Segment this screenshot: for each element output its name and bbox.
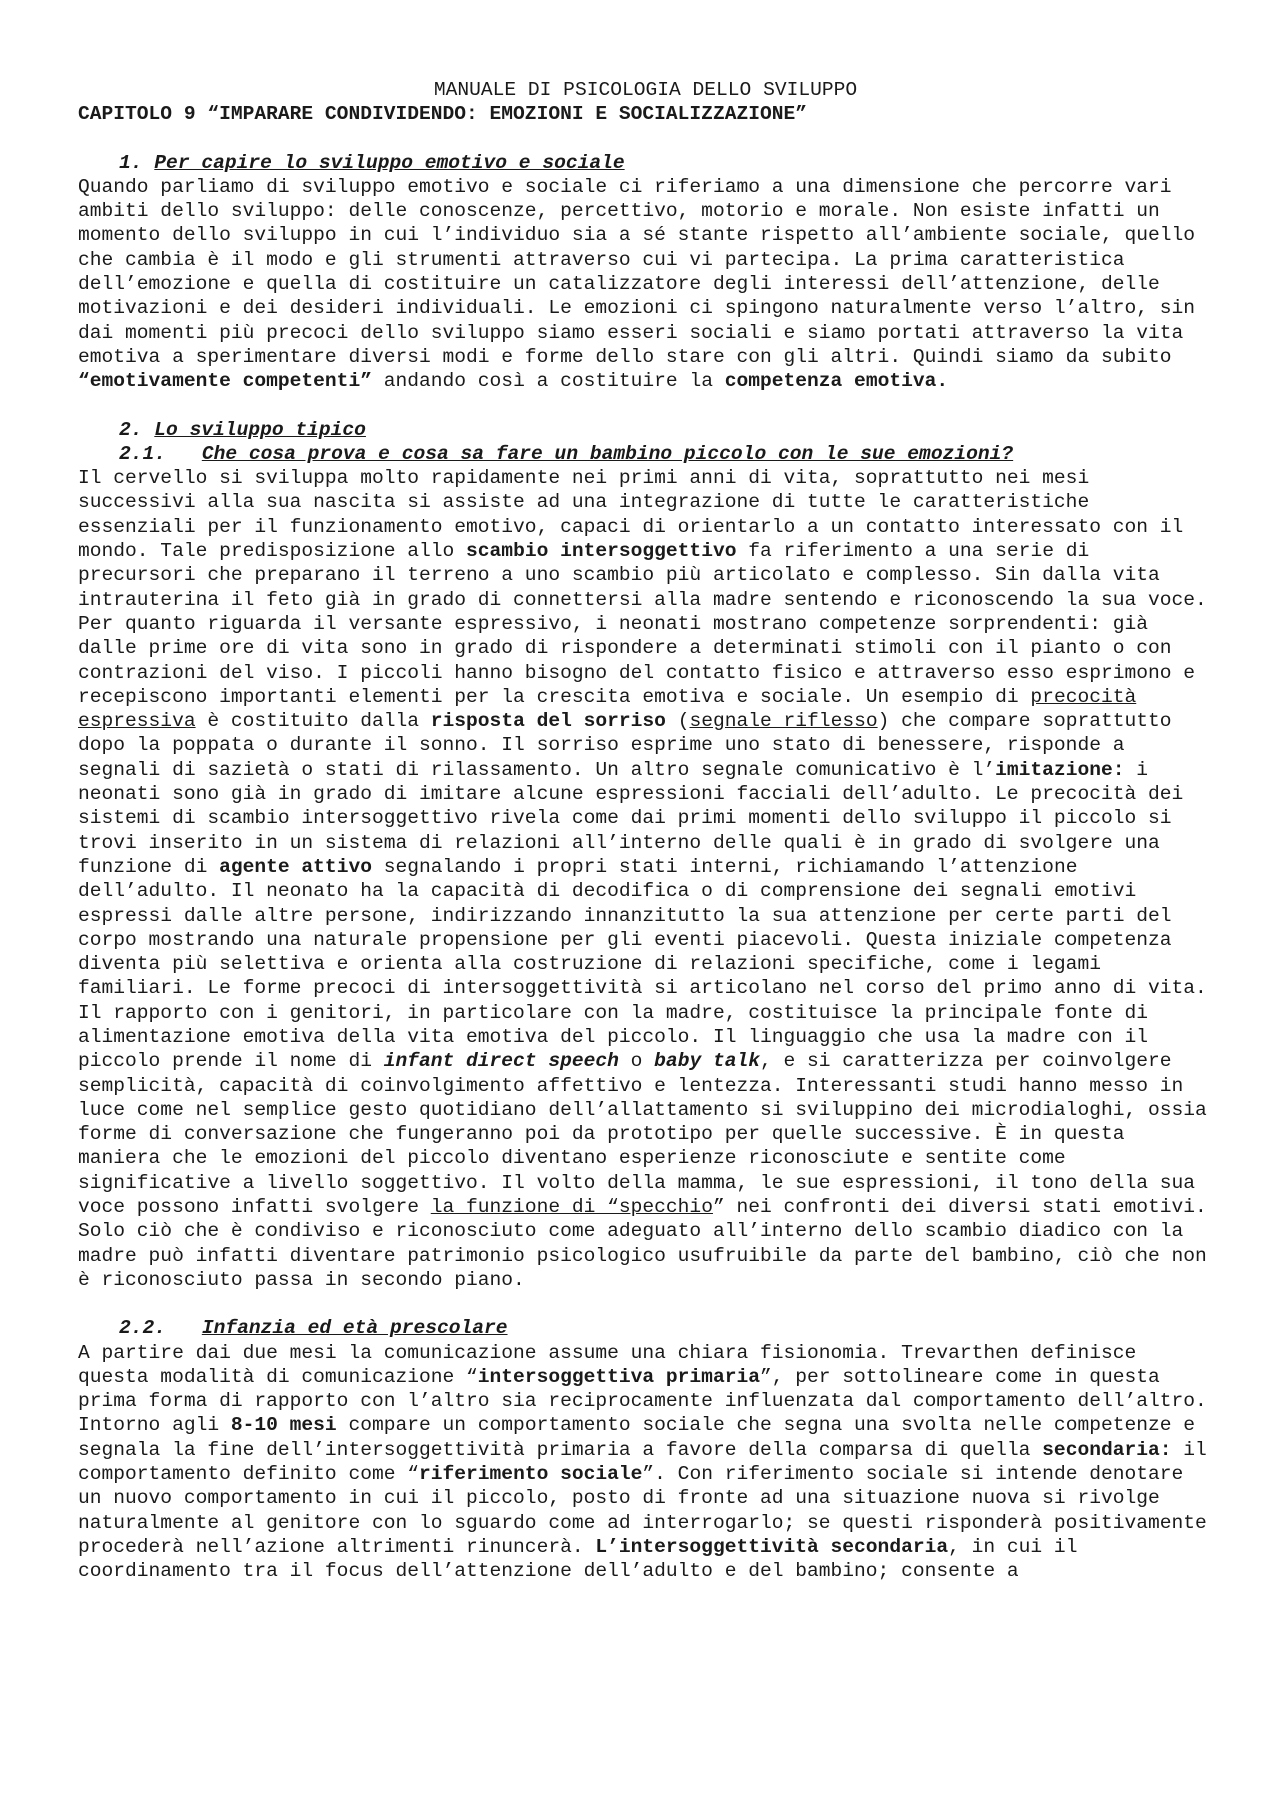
section-number: 2.1.	[119, 442, 167, 465]
text-run: , in cui il coordinamento tra il focus dell’attenzione dell’adulto e del bambino; consente a	[78, 1535, 1078, 1583]
text-run: il comportamento definito come “	[78, 1438, 1207, 1486]
bold-term: secondaria:	[1042, 1438, 1172, 1461]
bold-term: agente attivo	[219, 855, 372, 878]
underlined-term: precocità espressiva	[78, 685, 1137, 733]
bold-term: intersoggettiva primaria	[477, 1365, 760, 1388]
text-run: i neonati sono già in grado di imitare alcune espressioni facciali dell’adulto. Le precocità dei sistemi di scambio intersoggettivo rivela come dai primi momenti dello sviluppo il piccolo si trovi inserito in un sistema di relazioni all’interno delle quali è in grado di svolgere una funzione di	[78, 758, 1184, 878]
bold-term: “emotivamente competenti”	[78, 370, 372, 393]
text-run: A partire dai due mesi la comunicazione assume una chiara fisionomia. Trevarthen definisce questa modalità di comunicazione “	[78, 1341, 1137, 1388]
section-number: 2.2.	[119, 1317, 167, 1340]
text-run: ” nei confronti dei diversi stati emotivi. Solo ciò che è condiviso e riconosciuto come adeguato all’interno dello scambio diadico con la madre può infatti diventare patrimonio psicologico usufruibile da parte del bambino, ciò che non è riconosciuto passa in secondo piano.	[78, 1196, 1207, 1291]
section-number: 2.	[119, 418, 143, 441]
bold-italic-term: baby talk	[654, 1050, 760, 1073]
text-run: ) che compare soprattutto dopo la poppata o durante il sonno. Il sorriso esprime uno stato di benessere, risponde a segnali di sazietà o stati di rilassamento. Un altro segnale comunicativo è l’	[78, 710, 1172, 781]
text-run: fa riferimento a una serie di precursori che preparano il terreno a uno scambio più articolato e complesso. Sin dalla vita intrauterina il feto già in grado di connettersi alla madre sentendo e riconoscendo la sua voce. Per quanto riguarda il versante espressivo, i neonati mostrano competenze sorprendenti: già dalle prime ore di vita sono in grado di rispondere a determinati stimoli con il pianto o con contrazioni del viso. I piccoli hanno bisogno del contatto fisico e attraverso esso esprimono e recepiscono importanti elementi per la crescita emotiva e sociale. Un esempio di	[78, 540, 1207, 708]
section-title: Infanzia ed età prescolare	[201, 1317, 508, 1340]
bold-term: risposta del sorriso	[430, 710, 666, 733]
text-run: Quando parliamo di sviluppo emotivo e sociale ci riferiamo a una dimensione che percorre vari ambiti dello sviluppo: delle conoscenze, percettivo, motorio e morale. Non esiste infatti un momento dello sviluppo in cui l’individuo sia a sé stante rispetto all’ambiente sociale, quello che cambia è il modo e gli strumenti attraverso cui vi partecipa. La prima caratteristica dell’emozione e quella di costituire un catalizzatore degli interessi dell’attenzione, delle motivazioni e dei desideri individuali. Le emozioni ci spingono naturalmente verso l’altro, sin dai momenti più precoci dello sviluppo siamo esseri sociali e siamo portati attraverso la vita emotiva a sperimentare diversi modi e forme dello stare con gli altri. Quindi siamo da subito	[78, 175, 1196, 368]
section-1-paragraph	[78, 175, 1213, 394]
text-run: ”, per sottolineare come in questa prima forma di rapporto con l’altro sia reciprocamente influenzata dal comportamento dell’altro. Intorno agli	[78, 1365, 1207, 1437]
text-run: compare un comportamento sociale che segna una svolta nelle competenze e segnala la fine dell’intersoggettività primaria a favore della comparsa di quella	[78, 1414, 1196, 1461]
text-run: andando così a costituire la	[371, 370, 725, 393]
section-title: Che cosa prova e cosa sa fare un bambino piccolo con le sue emozioni?	[201, 442, 1014, 465]
text-run: è costituito dalla	[195, 710, 431, 733]
text-run: ”. Con riferimento sociale si intende denotare un nuovo comportamento in cui il piccolo, posto di fronte ad una situazione nuova si rivolge naturalmente al genitore con lo sguardo come ad interrogarlo; se questi risponderà positivamente procederà nell’azione altrimenti rinuncerà.	[78, 1463, 1207, 1558]
chapter-heading: CAPITOLO 9 “IMPARARE CONDIVIDENDO: EMOZIONI E SOCIALIZZAZIONE”	[78, 103, 808, 126]
section-2-1-paragraph	[78, 466, 1213, 1292]
section-2-2-paragraph	[78, 1341, 1213, 1584]
text-run: segnalando i propri stati interni, richiamando l’attenzione dell’adulto. Il neonato ha la capacità di decodifica o di comprensione dei segnali emotivi espressi dalle altre persone, indirizzando innanzitutto la sua attenzione per certe parti del corpo mostrando una naturale propensione per gli eventi piacevoli. Questa iniziale competenza diventa più selettiva e orienta alla costruzione di relazioni specifiche, come i legami familiari. Le forme precoci di intersoggettività si articolano nel corso del primo anno di vita. Il rapporto con i genitori, in particolare con la madre, costituisce la principale fonte di alimentazione emotiva della vita emotiva del piccolo. Il linguaggio che usa la madre con il piccolo prende il nome di	[78, 855, 1207, 1073]
bold-term: scambio intersoggettivo	[466, 540, 737, 563]
document-page	[78, 78, 1213, 1584]
document-title: MANUALE DI PSICOLOGIA DELLO SVILUPPO	[433, 79, 858, 101]
section-number: 1.	[119, 151, 143, 174]
bold-italic-term: infant direct speech	[383, 1050, 619, 1073]
section-1-heading	[78, 151, 1213, 175]
text-run: Il cervello si sviluppa molto rapidamente nei primi anni di vita, soprattutto nei mesi successivi alla sua nascita si assiste ad una integrazione di tutte le caratteristiche essenziali per il funzionamento emotivo, capaci di orientarlo a un contatto interessato con il mondo. Tale predisposizione allo	[78, 467, 1184, 563]
bold-term: imitazione:	[995, 758, 1125, 781]
text-run: o	[618, 1050, 655, 1073]
section-title: Lo sviluppo tipico	[154, 418, 366, 441]
section-2-heading	[78, 418, 1213, 442]
underlined-term: segnale riflesso	[689, 710, 878, 733]
text-run: , e si caratterizza per coinvolgere semplicità, capacità di coinvolgimento affettivo e lentezza. Interessanti studi hanno messo in luce come nel semplice gesto quotidiano dell’allattamento si sviluppino dei microdialoghi, ossia forme di conversazione che fungeranno poi da prototipo per quelle successive. È in questa maniera che le emozioni del piccolo diventano esperienze riconosciute e sentite come significative a livello soggettivo. Il volto della mamma, le sue espressioni, il tono della sua voce possono infatti svolgere	[78, 1050, 1207, 1219]
section-2-2-heading	[78, 1316, 1213, 1340]
section-2-1-heading	[78, 442, 1213, 466]
underlined-term: la funzione di “specchio	[430, 1196, 713, 1219]
section-title: Per capire lo sviluppo emotivo e sociale	[154, 151, 625, 174]
text-run: (	[665, 710, 690, 733]
bold-term: L’intersoggettività secondaria	[595, 1535, 949, 1558]
bold-term: 8-10 mesi	[230, 1414, 337, 1437]
bold-term: riferimento sociale	[419, 1463, 643, 1486]
bold-term: competenza emotiva.	[724, 370, 949, 393]
